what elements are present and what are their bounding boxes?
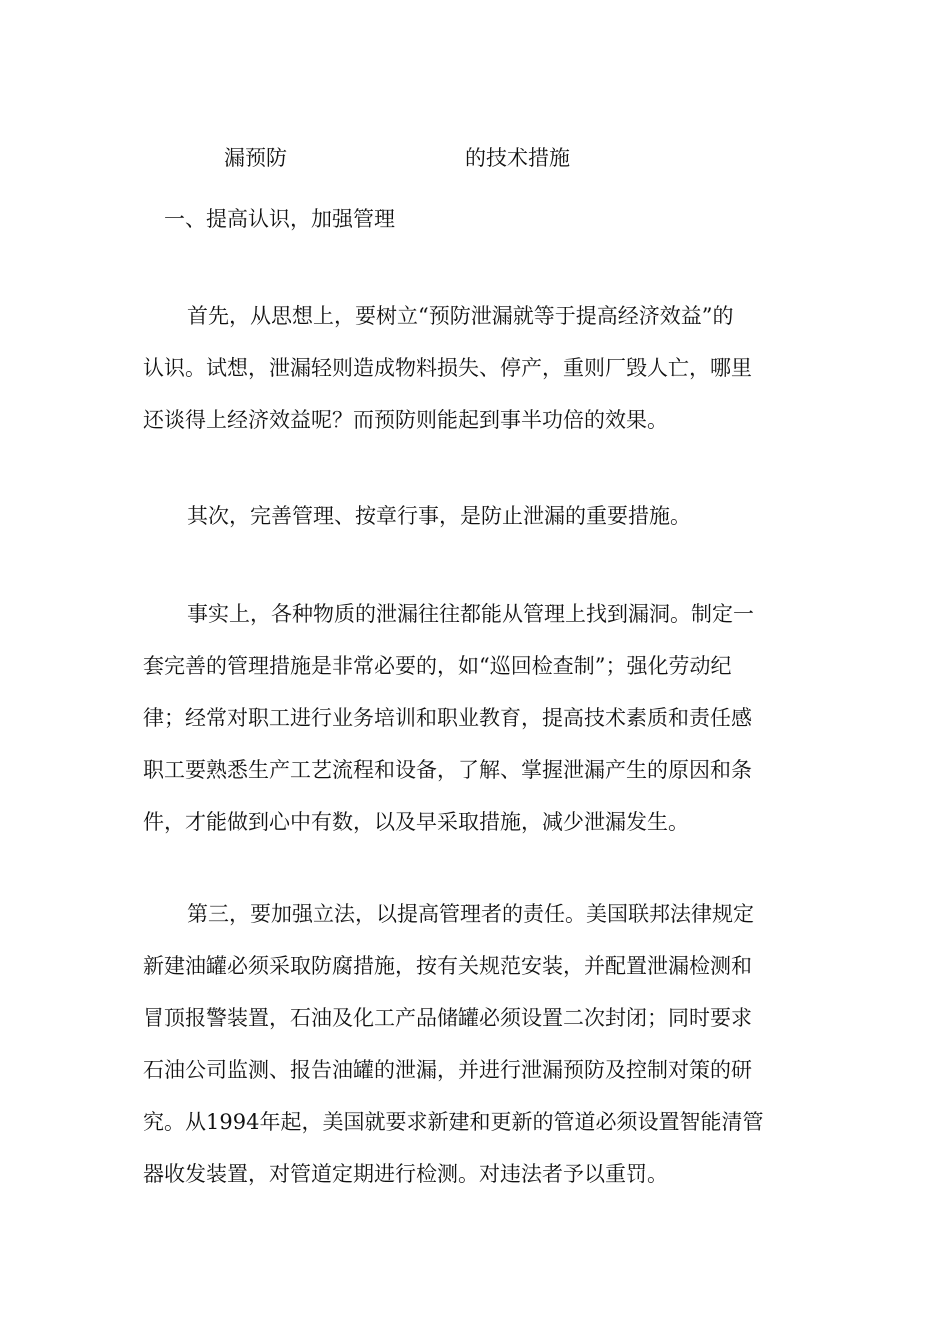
paragraph-2	[143, 490, 803, 542]
paragraph-line: 新建油罐必须采取防腐措施，按有关规范安装，并配置泄漏检测和	[143, 954, 752, 978]
paragraph-line: 第三，要加强立法，以提高管理者的责任。美国联邦法律规定	[187, 902, 754, 926]
paragraph-line: 还谈得上经济效益呢？而预防则能起到事半功倍的效果。	[143, 408, 668, 432]
paragraph-line: 套完善的管理措施是非常必要的，如“巡回检查制”；强化劳动纪	[143, 654, 732, 678]
paragraph-line: 石油公司监测、报告油罐的泄漏，并进行泄漏预防及控制对策的研	[143, 1058, 752, 1082]
paragraph-line: 冒顶报警装置，石油及化工产品储罐必须设置二次封闭；同时要求	[143, 1006, 752, 1030]
title-left: 漏预防	[224, 146, 287, 170]
paragraph-line: 职工要熟悉生产工艺流程和设备，了解、掌握泄漏产生的原因和条	[143, 758, 752, 782]
paragraph-line: 事实上，各种物质的泄漏往往都能从管理上找到漏洞。制定一	[187, 602, 754, 626]
paragraph-line: 认识。试想，泄漏轻则造成物料损失、停产，重则厂毁人亡，哪里	[143, 356, 752, 380]
title-right: 的技术措施	[465, 146, 570, 170]
paragraph-3	[143, 588, 803, 848]
paragraph-line: 究。从1994年起，美国就要求新建和更新的管道必须设置智能清管	[143, 1110, 764, 1134]
paragraph-line: 件，才能做到心中有数，以及早采取措施，减少泄漏发生。	[143, 810, 689, 834]
paragraph-4	[143, 888, 803, 1200]
paragraph-line: 首先，从思想上，要树立“预防泄漏就等于提高经济效益”的	[187, 304, 734, 328]
paragraph-line: 其次，完善管理、按章行事，是防止泄漏的重要措施。	[187, 504, 691, 528]
paragraph-line: 律；经常对职工进行业务培训和职业教育，提高技术素质和责任感	[143, 706, 752, 730]
paragraph-line: 器收发装置，对管道定期进行检测。对违法者予以重罚。	[143, 1162, 668, 1186]
section-heading: 一、提高认识，加强管理	[164, 207, 395, 231]
paragraph-1	[143, 290, 803, 446]
